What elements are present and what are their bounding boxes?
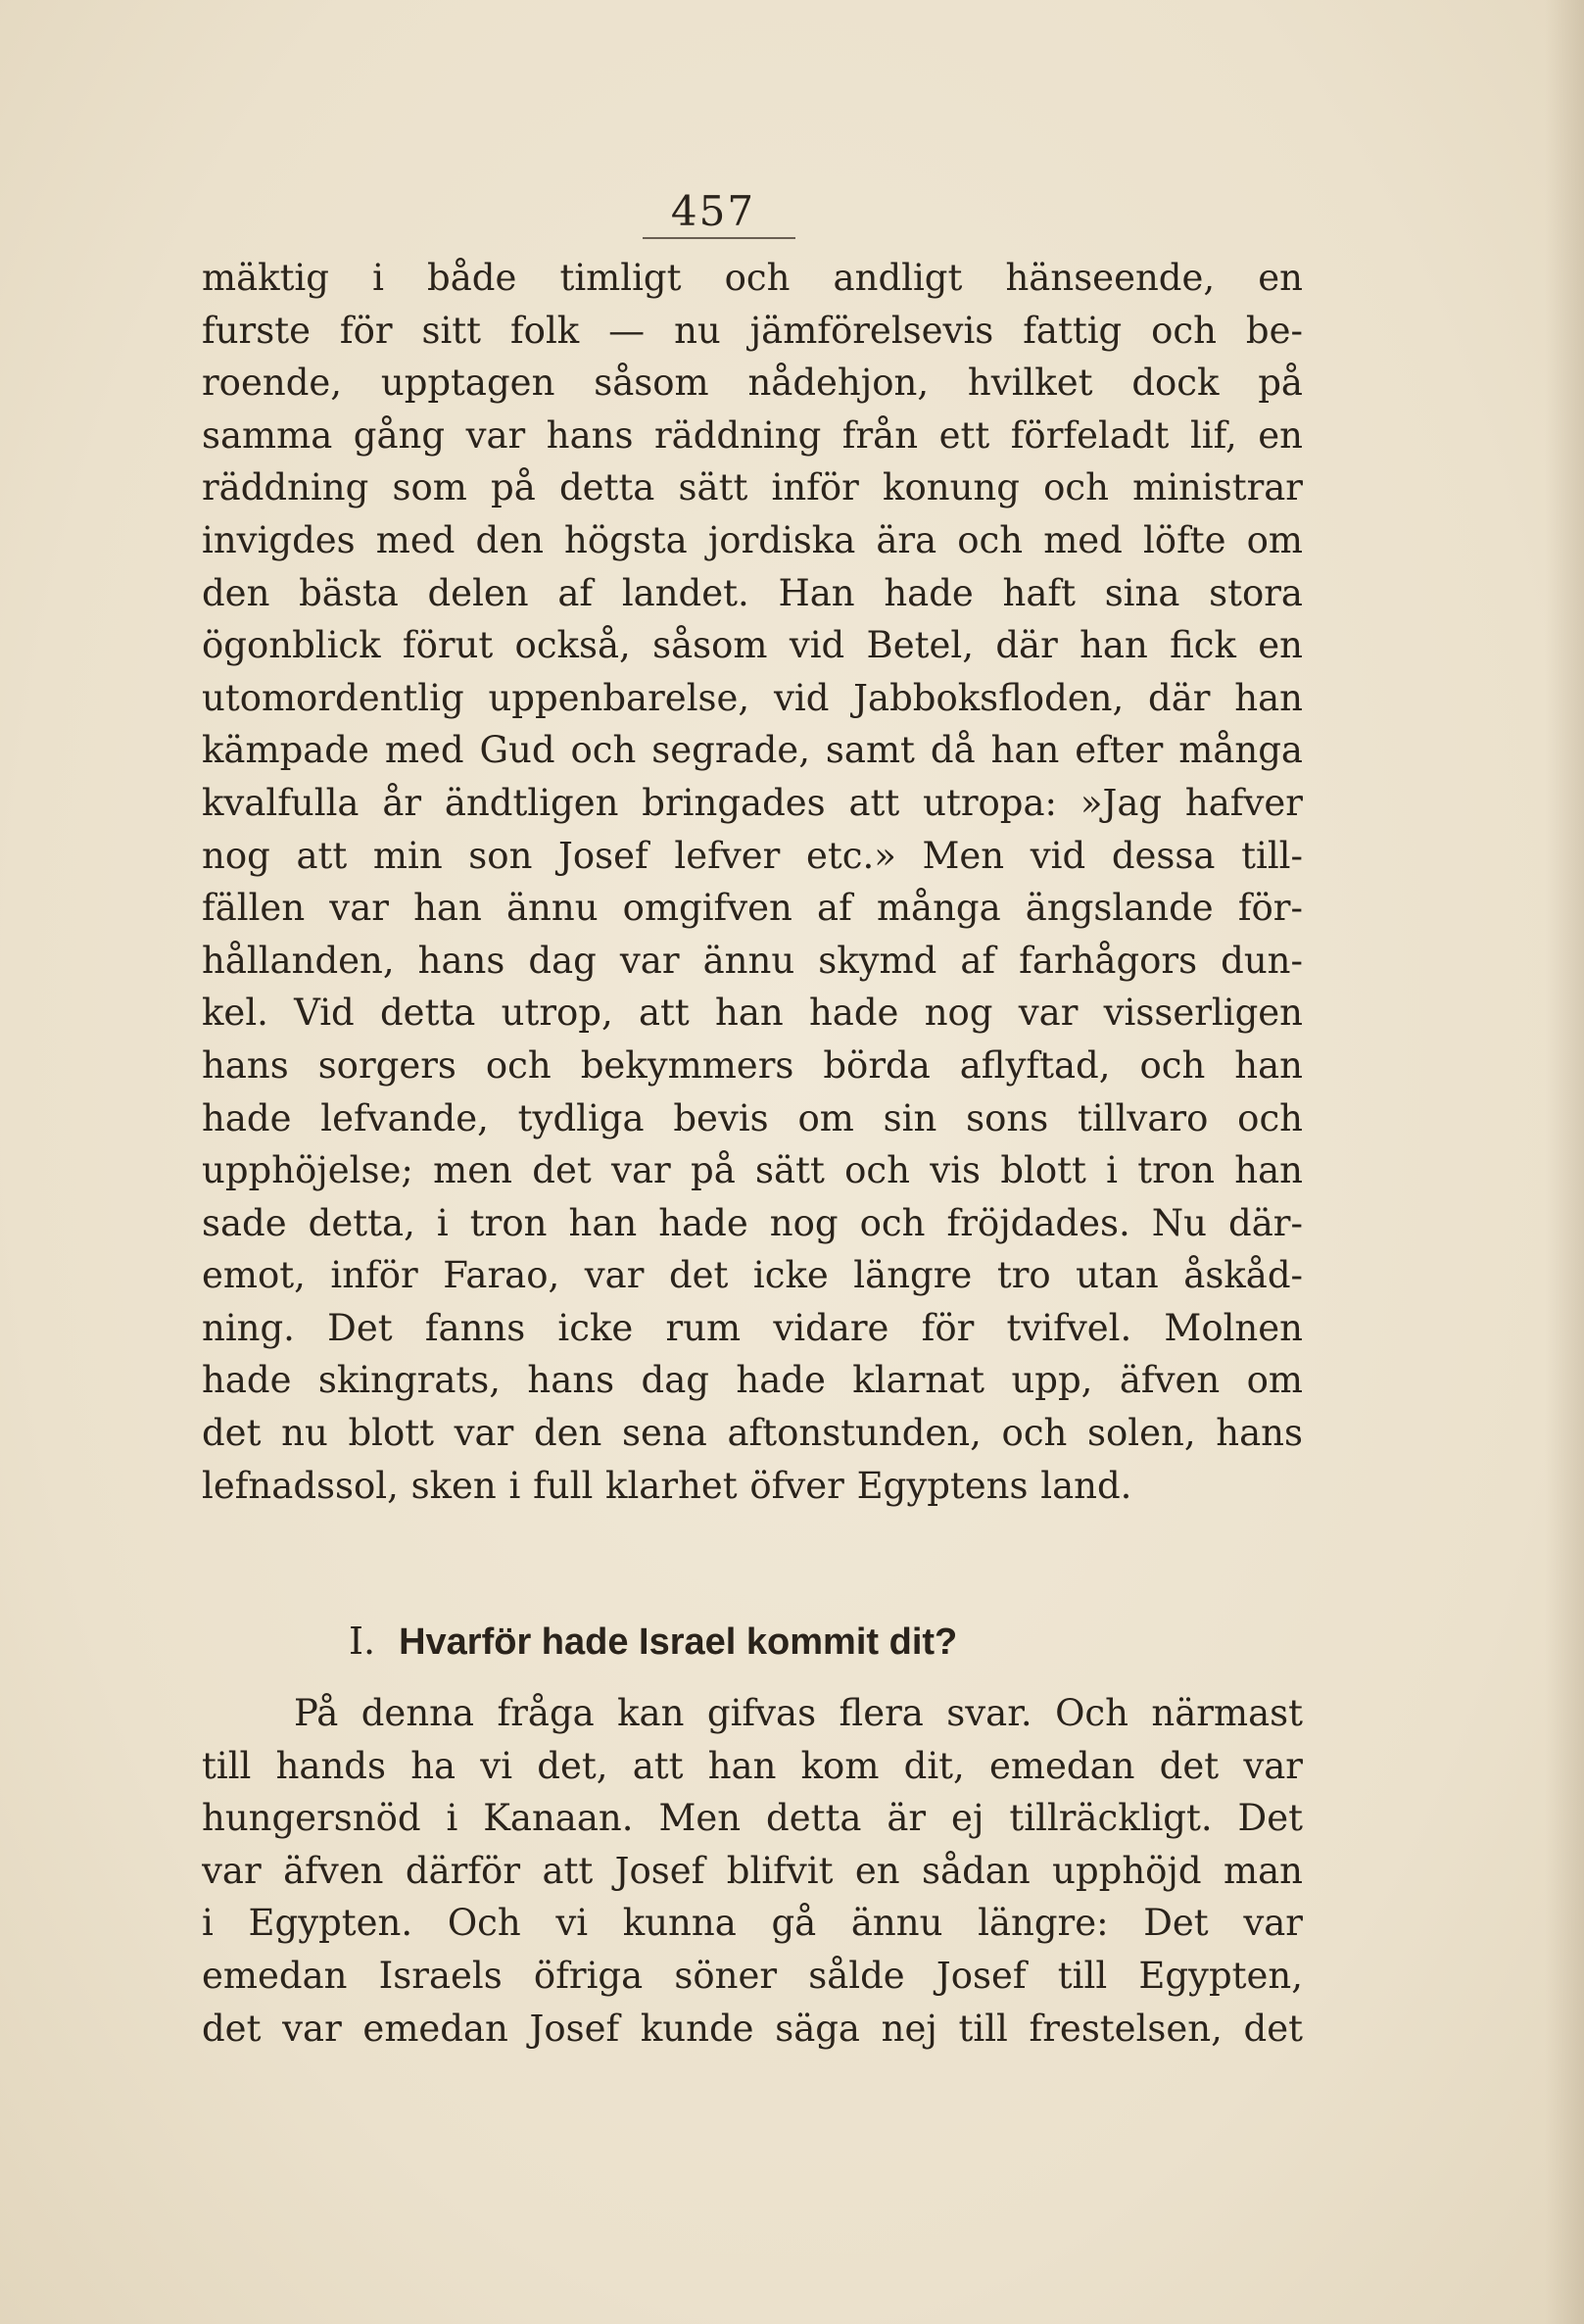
text-line: till hands ha vi det, att han kom dit, emedan det var	[202, 1744, 1303, 1787]
text-line: emot, inför Farao, var det icke längre tro utan åskåd-	[202, 1254, 1303, 1297]
text-line: ögonblick förut också, såsom vid Betel, där han fick en	[202, 624, 1303, 667]
text-line: På denna fråga kan gifvas flera svar. Och närmast	[294, 1692, 1303, 1734]
text-line: räddning som på detta sätt inför konung och ministrar	[202, 466, 1303, 509]
text-line: det var emedan Josef kunde säga nej till frestelsen, det	[202, 2007, 1303, 2050]
text-line: hållanden, hans dag var ännu skymd af farhågors dun-	[202, 939, 1303, 982]
text-line: samma gång var hans räddning från ett förfeladt lif, en	[202, 413, 1303, 457]
text-line: hade skingrats, hans dag hade klarnat upp, äfven om	[202, 1359, 1303, 1402]
text-line: lefnadssol, sken i full klarhet öfver Egyptens land.	[202, 1464, 1132, 1507]
page-number: 457	[670, 187, 756, 235]
page-number-rule	[643, 237, 795, 239]
text-line: det nu blott var den sena aftonstunden, och solen, hans	[202, 1412, 1303, 1455]
text-line: roende, upptagen såsom nådehjon, hvilket dock på	[202, 362, 1303, 405]
text-line: invigdes med den högsta jordiska ära och med löfte om	[202, 518, 1303, 561]
text-line: nog att min son Josef lefver etc.» Men vid dessa till-	[202, 834, 1303, 877]
text-line: sade detta, i tron han hade nog och fröjdades. Nu där-	[202, 1201, 1303, 1244]
paragraph-one	[202, 252, 1303, 1512]
text-line: den bästa delen af landet. Han hade haft sina stora	[202, 571, 1303, 614]
text-line: fällen var han ännu omgifven af många ängslande för-	[202, 887, 1303, 930]
section-numeral: I.	[349, 1620, 376, 1663]
text-line: kvalfulla år ändtligen bringades att utropa: »Jag hafver	[202, 781, 1303, 824]
text-line: hungersnöd i Kanaan. Men detta är ej tillräckligt. Det	[202, 1797, 1303, 1840]
text-line: var äfven därför att Josef blifvit en sådan upphöjd man	[202, 1849, 1303, 1892]
text-line: ning. Det fanns icke rum vidare för tvifvel. Molnen	[202, 1306, 1303, 1349]
text-line: emedan Israels öfriga söner sålde Josef till Egypten,	[202, 1954, 1303, 1997]
text-line: kel. Vid detta utrop, att han hade nog var visserligen	[202, 992, 1303, 1035]
text-line: kämpade med Gud och segrade, samt då han efter många	[202, 729, 1303, 772]
section-heading	[349, 1612, 1230, 1670]
text-line: mäktig i både timligt och andligt hänseende, en	[202, 257, 1303, 299]
page-edge-shadow	[1545, 0, 1584, 2324]
text-line: furste för sitt folk — nu jämförelsevis fattig och be-	[202, 309, 1303, 352]
text-line: utomordentlig uppenbarelse, vid Jabboksfloden, där han	[202, 676, 1303, 719]
section-title: Hvarför hade Israel kommit dit?	[399, 1622, 958, 1663]
text-line: hans sorgers och bekymmers börda aflyftad, och han	[202, 1043, 1303, 1087]
text-line: i Egypten. Och vi kunna gå ännu längre: Det var	[202, 1902, 1303, 1945]
paragraph-two	[202, 1687, 1303, 2055]
text-line: upphöjelse; men det var på sätt och vis blott i tron han	[202, 1149, 1303, 1192]
text-line: hade lefvande, tydliga bevis om sin sons tillvaro och	[202, 1096, 1303, 1139]
